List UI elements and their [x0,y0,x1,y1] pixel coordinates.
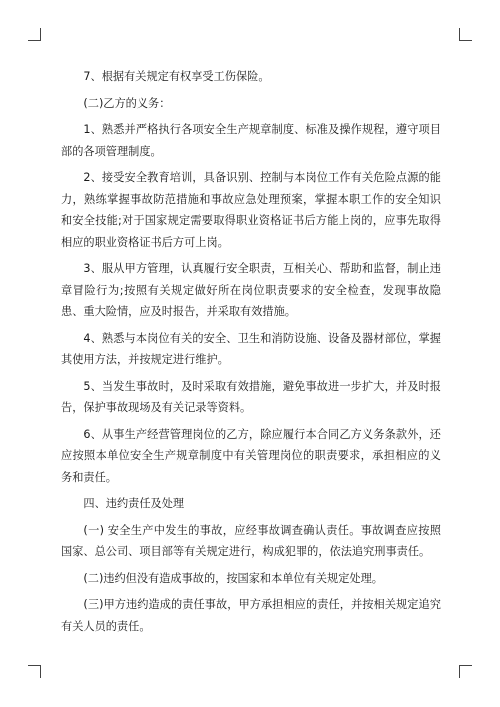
paragraph-obligation-1: 1、熟悉并严格执行各项安全生产规章制度、标准及操作规程，遵守项目部的各项管理制度。 [61,123,441,158]
crop-mark-top-right [459,28,472,41]
paragraph-liability-1: (一) 安全生产中发生的事故，应经事故调查确认责任。事故调查应按照国家、总公司、项目部等有关规定进行，构成犯罪的，依法追究刑事责任。 [61,523,441,558]
section-heading-party-b-obligations: (二)乙方的义务： [83,96,171,110]
paragraph-obligation-2: 2、接受安全教育培训，具备识别、控制与本岗位工作有关危险点源的能力，熟练掌握事故防范措施和事故应急处理预案，掌握本职工作的安全知识和安全技能;对于国家规定需要取得职业资格证书后方能上岗的，应事先取得相应的职业资格证书后方可上岗。 [61,171,441,249]
paragraph-obligation-4: 4、熟悉与本岗位有关的安全、卫生和消防设施、设备及器材部位，掌握其使用方法，并按规定进行维护。 [61,331,441,366]
paragraph-obligation-5: 5、当发生事故时，及时采取有效措施，避免事故进一步扩大，并及时报告，保护事故现场及有关记录等资料。 [61,379,441,414]
paragraph-item-7: 7、根据有关规定有权享受工伤保险。 [83,70,270,83]
crop-mark-bottom-right [459,665,472,678]
paragraph-obligation-3: 3、服从甲方管理，认真履行安全职责，互相关心、帮助和监督，制止违章冒险行为;按照有关规定做好所在岗位职责要求的安全检查，发现事故隐患、重大险情，应及时报告，并采取有效措施。 [61,262,441,318]
crop-mark-top-left [28,28,41,41]
document-body [61,66,441,642]
crop-mark-bottom-left [28,665,41,678]
paragraph-liability-2: (二)违约但没有造成事故的，按国家和本单位有关规定处理。 [83,571,383,585]
paragraph-obligation-6: 6、从事生产经营管理岗位的乙方，除应履行本合同乙方义务条款外，还应按照本单位安全生产规章制度中有关管理岗位的职责要求，承担相应的义务和责任。 [61,427,441,484]
paragraph-liability-3: (三)甲方违约造成的责任事故，甲方承担相应的责任，并按相关规定追究有关人员的责任。 [61,598,441,633]
section-heading-breach-liability: 四、违约责任及处理 [83,497,185,510]
